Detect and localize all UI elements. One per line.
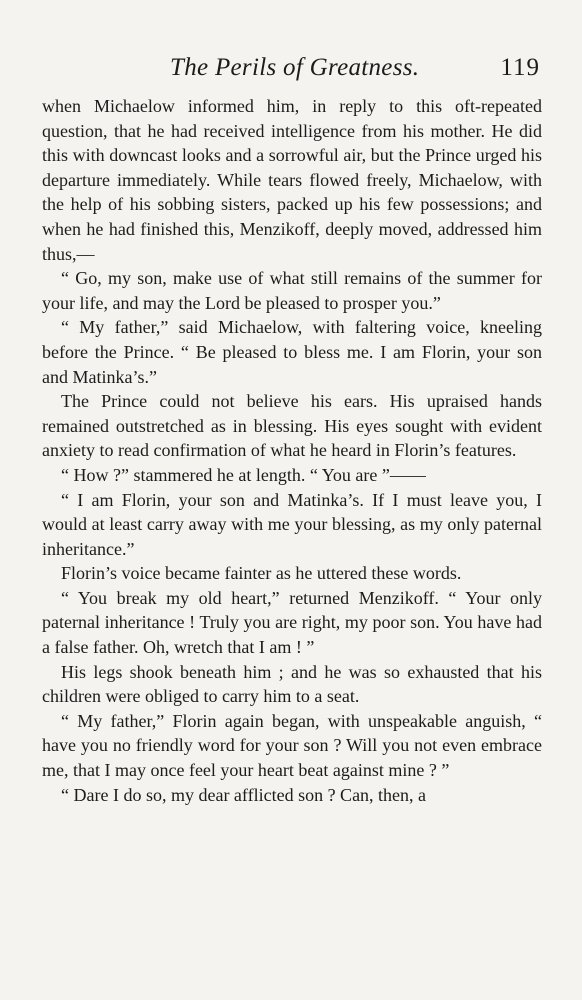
paragraph: “ My father,” Florin again began, with unspeakable anguish, “ have you no friendly word for your son ? Will you not even embrace me, that I may once feel your heart beat against mine ? ” bbox=[42, 710, 542, 781]
paragraph: Florin’s voice became fainter as he uttered these words. bbox=[61, 563, 462, 584]
running-head bbox=[42, 44, 542, 94]
book-page bbox=[42, 44, 542, 807]
paragraph: “ How ?” stammered he at length. “ You are ”—— bbox=[61, 464, 426, 485]
page-number: 119 bbox=[500, 54, 540, 81]
paragraph: when Michaelow informed him, in reply to this oft-repeated question, that he had received intelligence from his mother. He did this with downcast looks and a sorrowful air, but the Prince urged his departure immediately. While tears flowed freely, Michaelow, with the help of his sobbing sisters, packed up his few possessions; and when he had finished this, Menzikoff, deeply moved, addressed him thus,— bbox=[42, 96, 542, 264]
paragraph: “ You break my old heart,” returned Menzikoff. “ Your only paternal inheritance ! Truly you are right, my poor son. You have had a false father. Oh, wretch that I am ! ” bbox=[42, 587, 542, 658]
paragraph: His legs shook beneath him ; and he was so exhausted that his children were obliged to carry him to a seat. bbox=[42, 661, 542, 707]
body-text bbox=[42, 94, 542, 807]
running-title: The Perils of Greatness. bbox=[170, 54, 420, 81]
paragraph: “ Go, my son, make use of what still remains of the summer for your life, and may the Lord be pleased to prosper you.” bbox=[42, 268, 542, 313]
paragraph: “ My father,” said Michaelow, with faltering voice, kneeling before the Prince. “ Be pleased to bless me. I am Florin, your son and Matinka’s.” bbox=[42, 317, 542, 387]
paragraph: “ I am Florin, your son and Matinka’s. If I must leave you, I would at least carry away with me your blessing, as my only paternal inheritance.” bbox=[42, 489, 542, 559]
paragraph: “ Dare I do so, my dear afflicted son ? Can, then, a bbox=[61, 784, 427, 805]
paragraph: The Prince could not believe his ears. His upraised hands remained outstretched as in blessing. His eyes sought with evident anxiety to read confirmation of what he heard in Florin’s features. bbox=[42, 391, 542, 461]
